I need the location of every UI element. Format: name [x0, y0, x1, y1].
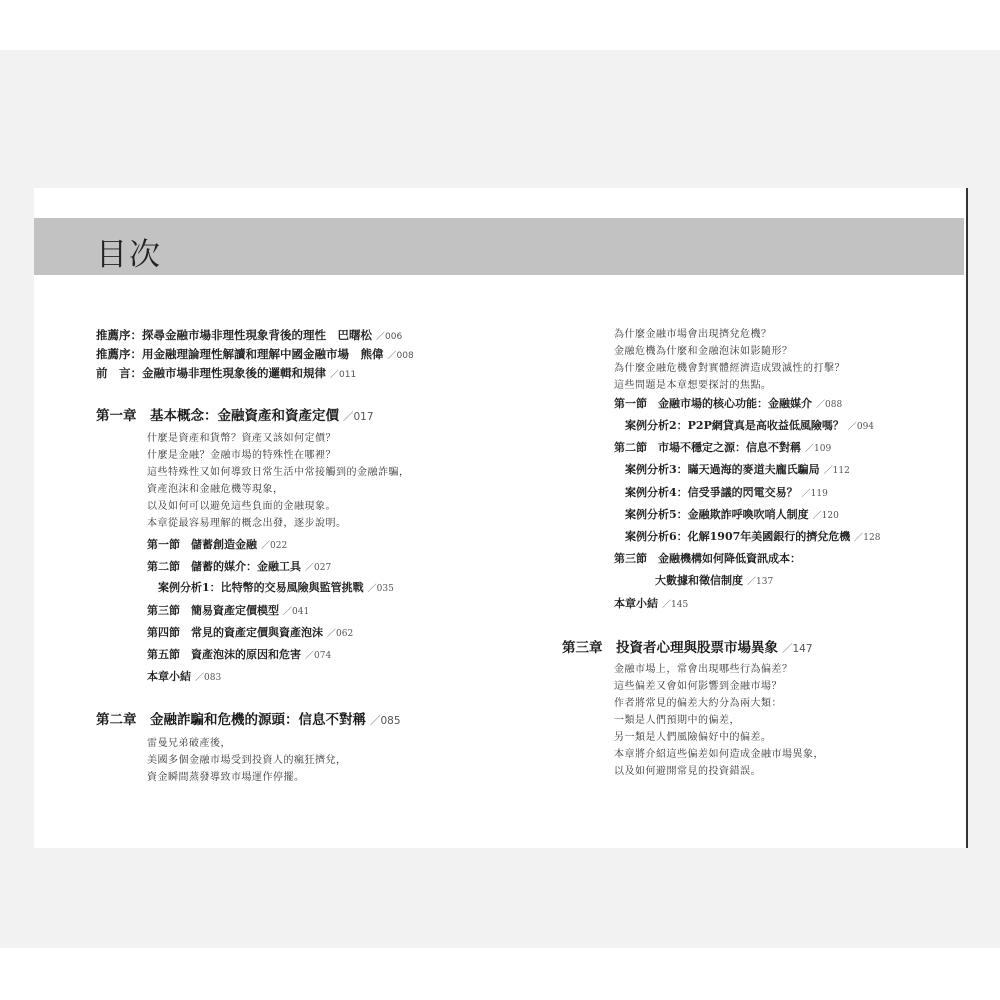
section-title: 第四節 常見的資產定價與資產泡沫	[147, 626, 323, 639]
chapter-1-title: 第一章 基本概念：金融資產和資產定價	[96, 408, 339, 424]
chapter-3-desc-line: 作者將常見的偏差大約分為兩大類：	[614, 698, 782, 709]
section-entry-continuation	[655, 572, 773, 588]
preface-entry-text: 推薦序：探尋金融市場非理性現象背後的理性 巴曙松	[96, 328, 372, 342]
chapter-summary-entry	[147, 668, 221, 684]
section-title: 第五節 資產泡沫的原因和危害	[147, 648, 301, 661]
section-title: 第三節 簡易資產定價模型	[147, 604, 279, 617]
chapter-1-desc-line: 資產泡沫和金融危機等現象，	[147, 484, 284, 495]
page-number: ／088	[816, 400, 843, 410]
section-entry	[147, 624, 353, 640]
preface-entry-2	[96, 346, 414, 362]
chapter-3-desc-line: 一類是人們預期中的偏差，	[614, 715, 740, 726]
page-number: ／041	[283, 607, 310, 617]
page-number: ／119	[801, 489, 828, 499]
chapter-3-heading	[562, 636, 813, 656]
case-study-entry	[625, 484, 828, 500]
chapter-3-desc-line: 另一類是人們風險偏好中的偏差。	[614, 732, 772, 743]
chapter-3-title: 第三章 投資者心理與股票市場異象	[562, 640, 778, 656]
page-number: ／027	[305, 563, 332, 573]
page-number: ／074	[305, 651, 332, 661]
case-study-title: 案例分析1：比特幣的交易風險與監管挑戰	[158, 581, 364, 594]
page-number: ／147	[782, 643, 813, 655]
section-title: 第一節 儲蓄創造金融	[147, 538, 257, 551]
chapter-1-desc-line: 什麼是資產和貨幣？資產又該如何定價？	[147, 433, 336, 444]
chapter-1-desc-line: 這些特殊性又如何導致日常生活中常接觸到的金融詐騙，	[147, 467, 410, 478]
section-entry	[147, 558, 331, 574]
case-study-title: 案例分析3：瞞天過海的麥道夫龐氏騙局	[625, 463, 820, 476]
page-number: ／120	[812, 511, 839, 521]
section-title: 第二節 市場不穩定之源：信息不對稱	[614, 441, 801, 454]
case-study-entry	[158, 579, 394, 595]
page-number: ／035	[367, 584, 394, 594]
chapter-3-desc-line: 以及如何避開常見的投資錯誤。	[614, 766, 761, 777]
chapter-1-desc-line: 本章從最容易理解的概念出發，逐步說明。	[147, 518, 347, 529]
section-entry	[147, 536, 287, 552]
section-entry	[147, 646, 331, 662]
chapter-2-desc-line: 為什麼金融危機會對實體經濟造成毀滅性的打擊？	[614, 363, 845, 374]
chapter-2-desc-line: 金融危機為什麼和金融泡沫如影隨形？	[614, 346, 793, 357]
page-number: ／017	[343, 411, 374, 423]
chapter-summary-entry	[614, 595, 688, 611]
page-title: 目次	[96, 237, 162, 273]
section-title: 大數據和徵信制度	[655, 574, 743, 587]
book-page	[34, 188, 968, 848]
page-number: ／109	[805, 444, 832, 454]
page-number: ／011	[330, 370, 357, 380]
page-number: ／062	[327, 629, 354, 639]
foreword-entry	[96, 365, 356, 381]
chapter-2-heading	[96, 708, 401, 728]
chapter-3-desc-line: 這些偏差又會如何影響到金融市場？	[614, 681, 782, 692]
section-title: 第三節 金融機構如何降低資訊成本：	[614, 552, 801, 565]
chapter-3-desc-line: 金融市場上，常會出現哪些行為偏差？	[614, 664, 793, 675]
chapter-2-desc-line: 資金瞬間蒸發導致市場運作停擺。	[147, 772, 305, 783]
section-entry	[614, 395, 842, 411]
page-number: ／094	[847, 422, 875, 432]
section-entry	[147, 602, 309, 618]
foreword-entry-text: 前 言：金融市場非理性現象後的邏輯和規律	[96, 366, 326, 380]
case-study-entry	[625, 506, 839, 522]
page-number: ／008	[387, 351, 414, 361]
chapter-1-heading	[96, 404, 374, 424]
page-number: ／137	[747, 577, 774, 587]
section-entry	[614, 439, 831, 455]
page-number: ／112	[823, 466, 850, 476]
chapter-2-desc-line: 美國多個金融市場受到投資人的瘋狂擠兌，	[147, 755, 347, 766]
chapter-summary-title: 本章小結	[147, 670, 191, 683]
chapter-summary-title: 本章小結	[614, 597, 658, 610]
chapter-2-desc-line: 為什麼金融市場會出現擠兌危機？	[614, 329, 772, 340]
chapter-3-desc-line: 本章將介紹這些偏差如何造成金融市場異象，	[614, 749, 824, 760]
chapter-1-desc-line: 什麼是金融？金融市場的特殊性在哪裡？	[147, 450, 336, 461]
page-number: ／128	[854, 533, 881, 543]
case-study-title: 案例分析6：化解1907年美國銀行的擠兌危機	[625, 530, 851, 543]
case-study-title: 案例分析4：信受爭議的閃電交易？	[625, 486, 798, 499]
case-study-entry	[625, 528, 880, 544]
page-number: ／006	[376, 332, 403, 342]
title-bar	[34, 218, 964, 275]
preface-entry-text: 推薦序：用金融理論理性解讀和理解中國金融市場 熊偉	[96, 347, 384, 361]
page-number: ／083	[195, 673, 222, 683]
case-study-title: 案例分析5：金融欺詐呼喚吹哨人制度	[625, 508, 809, 521]
page-number: ／022	[261, 541, 288, 551]
preface-entry-1	[96, 327, 402, 343]
case-study-entry	[625, 417, 874, 433]
section-title: 第二節 儲蓄的媒介：金融工具	[147, 560, 301, 573]
section-entry	[614, 550, 801, 566]
chapter-2-desc-line: 雷曼兄弟破產後，	[147, 738, 231, 749]
case-study-title: 案例分析2：P2P網貸真是高收益低風險嗎？	[625, 419, 844, 432]
section-title: 第一節 金融市場的核心功能：金融媒介	[614, 397, 812, 410]
chapter-1-desc-line: 以及如何可以避免這些負面的金融現象。	[147, 501, 336, 512]
case-study-entry	[625, 461, 850, 477]
chapter-2-title: 第二章 金融詐騙和危機的源頭：信息不對稱	[96, 712, 366, 728]
chapter-2-desc-line: 這些問題是本章想要探討的焦點。	[614, 380, 772, 391]
page-number: ／145	[662, 600, 689, 610]
page-number: ／085	[370, 715, 401, 727]
